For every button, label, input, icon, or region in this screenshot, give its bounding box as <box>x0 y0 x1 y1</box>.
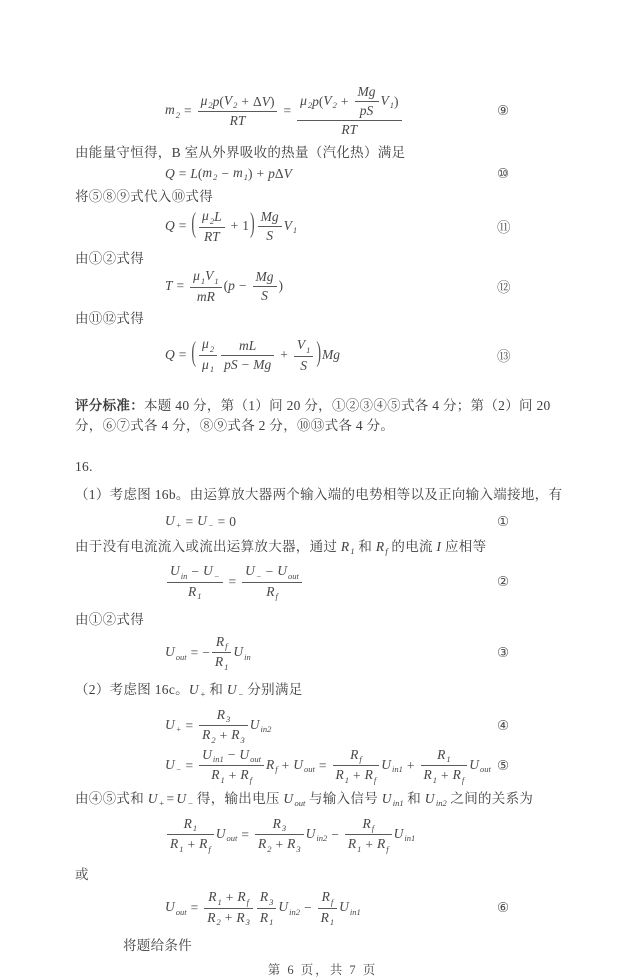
scoring-criteria: 评分标准：本题 40 分，第（1）问 20 分，①②③④⑤式各 4 分；第（2）问 20 分，⑥⑦式各 4 分，⑧⑨式各 2 分，⑩⑬式各 4 分。 <box>75 398 551 433</box>
equation-number-1: ① <box>497 513 510 530</box>
equation-13 <box>75 336 570 374</box>
equation-4 <box>75 707 570 745</box>
part2-intro: （2）考虑图 16c。$U_+$ 和 $U_-$ 分别满足 <box>75 681 303 700</box>
equation-9-math: $m_2$ = $\mu_2$ p ( $V_2$ + Δ V ) RT = $\mu_2$ p ( $V_2$ + $\frac{Mg}{pS}$ $V_1$ ) RT <box>165 84 404 138</box>
equation-12 <box>75 268 570 305</box>
equation-11-math: Q = ( $\mu_2$ L RT + 1 ) Mg S $V_1$ <box>165 208 298 244</box>
equation-5-math: $U_-$ = $U_{in1}$ − $U_{out}$ $R_1$ + $R_f$ $R_f$ + $U_{out}$ = $R_f$ $R_1$ + $R_f$ $U_{in1}$ + $R_1$ $R_1$ + $R_f$ $U_{out}$ <box>165 746 491 785</box>
equation-number-9: ⑨ <box>497 103 510 119</box>
equation-9 <box>75 84 570 138</box>
paragraph-relation: 由④⑤式和 $U_+ = U_-$ 得，输出电压 $U_{out}$ 与输入信号 $U_{in1}$ 和 $U_{in2}$ 之间的关系为 <box>75 790 534 809</box>
paragraph-by-11-12: 由⑪⑫式得 <box>75 310 144 326</box>
equation-13-math: Q = ( $\mu_2$ $\mu_1$ mL pS − Mg + $\frac{V_1}{S}$ ) Mg <box>165 336 340 375</box>
equation-number-6: ⑥ <box>497 900 510 917</box>
part1-intro: （1）考虑图 16b。由运算放大器两个输入端的电势相等以及正向输入端接地，有 <box>75 486 563 502</box>
equation-4-math: $U_+$ = $R_3$ $R_2$ + $R_3$ $U_{in2}$ <box>165 706 272 745</box>
equation-3-math: $U_{out}$ = − $\frac{R_f}{R_1}$ $U_{in}$ <box>165 633 251 672</box>
page-footer: 第 6 页，共 7 页 <box>267 962 378 977</box>
equation-number-12: ⑫ <box>497 280 511 297</box>
question-16-label: 16. <box>75 459 93 475</box>
equation-6 <box>75 889 570 927</box>
equation-number-5: ⑤ <box>497 757 510 774</box>
equation-12-math: T = $\mu_1$ $V_1$ mR ( p − $\frac{Mg}{S}$ ) <box>165 268 284 304</box>
paragraph-by-1-2-b: 由①②式得 <box>75 612 144 628</box>
equation-10-math: Q = L ( $m_2$ − $m_1$ ) + p Δ V <box>165 164 292 183</box>
equation-2-math: $U_{in}$ − $U_-$ $R_1$ = $U_-$ − $U_{out}$ $R_f$ <box>165 563 304 601</box>
equation-6-math: $U_{out}$ = $R_1$ + $R_f$ $R_2$ + $R_3$ $R_3$ $R_1$ $U_{in2}$ − $\frac{R_f}{R_1}$ $U_{in1}$ <box>165 889 361 928</box>
equation-number-13: ⑬ <box>497 349 511 366</box>
equation-11 <box>75 208 570 245</box>
paragraph-given-conditions: 将题给条件 <box>123 938 192 954</box>
equation-unnumbered <box>75 816 570 854</box>
equation-10 <box>75 165 570 183</box>
equation-number-3: ③ <box>497 644 510 661</box>
equation-1 <box>75 513 570 531</box>
paragraph-or: 或 <box>75 866 89 882</box>
equation-1-math: $U_+$ = $U_-$ = 0 <box>165 512 236 531</box>
equation-5 <box>75 747 570 785</box>
equation-number-10: ⑩ <box>497 165 510 182</box>
equation-number-2: ② <box>497 574 510 591</box>
paragraph-by-1-2: 由①②式得 <box>75 250 144 266</box>
paragraph-no-current: 由于没有电流流入或流出运算放大器，通过 $R_1$ 和 $R_f$ 的电流 I 应相等 <box>75 538 487 556</box>
equation-3 <box>75 634 570 672</box>
equation-unnumbered-math: $R_1$ $R_1$ + $R_f$ $U_{out}$ = $R_3$ $R_2$ + $R_3$ $U_{in2}$ − $R_f$ $R_1$ + $R_f$ $U_{in1}$ <box>165 816 415 854</box>
paragraph-energy: 由能量守恒得，B 室从外界吸收的热量（汽化热）满足 <box>75 145 406 160</box>
paragraph-substitute-589: 将⑤⑧⑨式代入⑩式得 <box>75 188 213 204</box>
equation-number-11: ⑪ <box>497 220 511 237</box>
equation-2 <box>75 563 570 601</box>
equation-number-4: ④ <box>497 717 510 734</box>
